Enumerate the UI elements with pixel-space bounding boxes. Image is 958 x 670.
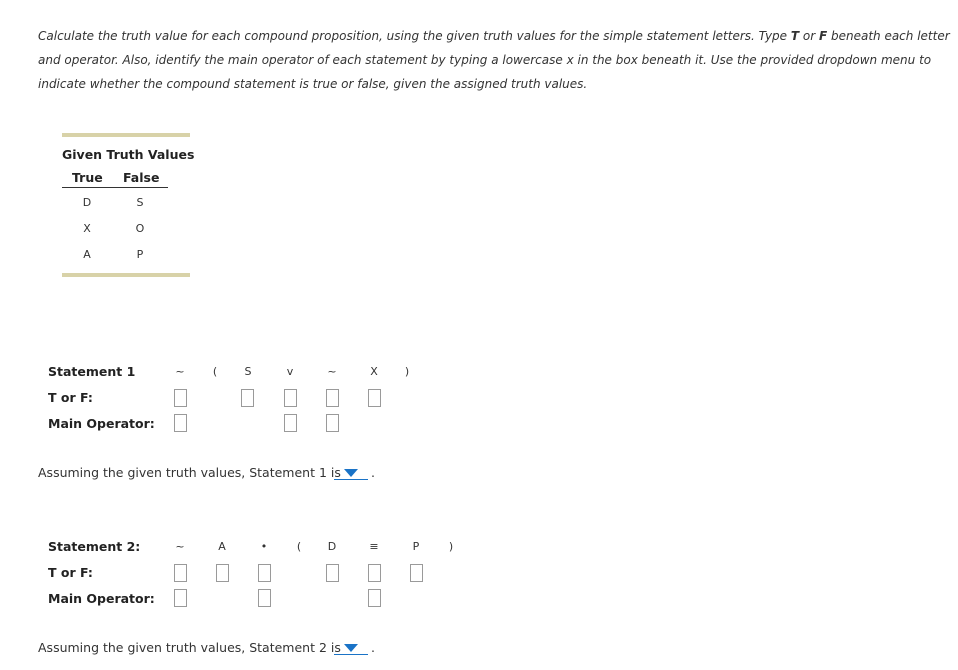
- statement1-tf-label: T or F:: [48, 390, 93, 405]
- chevron-down-icon: [344, 469, 358, 477]
- statement2-symbol-close-paren: ): [448, 540, 454, 553]
- instructions-text: [38, 24, 956, 96]
- instructions-or: or: [799, 29, 819, 43]
- statement1-symbol-x: X: [370, 365, 378, 378]
- statement1-main-operator-input[interactable]: [284, 414, 297, 432]
- statement2-main-operator-label: Main Operator:: [48, 591, 155, 606]
- statement2-symbol-dot: •: [260, 540, 268, 553]
- statement1-truth-dropdown[interactable]: [334, 465, 368, 480]
- statement1-symbol-close-paren: ): [404, 365, 410, 378]
- true-letter: X: [83, 222, 91, 235]
- statement2-main-operator-input[interactable]: [174, 589, 187, 607]
- statement2-tf-label: T or F:: [48, 565, 93, 580]
- statement1-period: .: [371, 465, 375, 480]
- statement1-tf-input[interactable]: [174, 389, 187, 407]
- statement2-symbol-a: A: [218, 540, 226, 553]
- statement2-symbol-p: P: [412, 540, 420, 553]
- statement2-main-operator-input[interactable]: [258, 589, 271, 607]
- instructions-t: T: [790, 29, 800, 43]
- statement1-symbol-s: S: [244, 365, 252, 378]
- instructions-part2: beneath each letter and operator. Also, identify the main operator of each statement by typing a lowercase x in the box beneath it. Use the provided dropdown menu to indicate whether the compound statement is true or false, given the assigned truth values.: [38, 29, 950, 91]
- statement1-symbol-open-paren: (: [212, 365, 218, 378]
- statement2-assume-text: Assuming the given truth values, Statement 2 is: [38, 640, 341, 655]
- statement2-period: .: [371, 640, 375, 655]
- instructions-f: F: [818, 29, 828, 43]
- chevron-down-icon: [344, 644, 358, 652]
- statement1-main-operator-input[interactable]: [174, 414, 187, 432]
- false-letter: S: [136, 196, 144, 209]
- false-letter: P: [136, 248, 144, 261]
- statement1-main-operator-label: Main Operator:: [48, 416, 155, 431]
- true-letter: D: [82, 196, 92, 209]
- statement1-assume-text: Assuming the given truth values, Statement 1 is: [38, 465, 341, 480]
- table-top-bar: [62, 133, 190, 137]
- true-letter: A: [83, 248, 91, 261]
- statement2-symbol-biconditional: ≡: [369, 540, 379, 553]
- statement1-symbol-wedge: v: [286, 365, 294, 378]
- statement2-tf-input[interactable]: [368, 564, 381, 582]
- false-letter: O: [135, 222, 145, 235]
- statement1-symbol-negation-2: ~: [327, 365, 337, 378]
- statement1-tf-input[interactable]: [241, 389, 254, 407]
- statement2-tf-input[interactable]: [174, 564, 187, 582]
- statement2-truth-dropdown[interactable]: [334, 640, 368, 655]
- truth-values-title: Given Truth Values: [62, 147, 195, 162]
- header-underline: [62, 187, 168, 188]
- statement2-label: Statement 2:: [48, 539, 141, 554]
- statement1-main-operator-input[interactable]: [326, 414, 339, 432]
- table-bottom-bar: [62, 273, 190, 277]
- statement2-main-operator-input[interactable]: [368, 589, 381, 607]
- truth-values-table: [62, 133, 195, 261]
- statement2-symbol-negation: ~: [175, 540, 185, 553]
- statement2-tf-input[interactable]: [326, 564, 339, 582]
- statement1-tf-input[interactable]: [368, 389, 381, 407]
- statement2-tf-input[interactable]: [410, 564, 423, 582]
- true-column-header: True: [72, 170, 103, 185]
- statement1-tf-input[interactable]: [326, 389, 339, 407]
- statement2-symbol-d: D: [327, 540, 337, 553]
- instructions-part1: Calculate the truth value for each compound proposition, using the given truth values for the simple statement letters. Type: [38, 29, 791, 43]
- statement1-tf-input[interactable]: [284, 389, 297, 407]
- statement2-tf-input[interactable]: [216, 564, 229, 582]
- statement2-tf-input[interactable]: [258, 564, 271, 582]
- false-column-header: False: [123, 170, 160, 185]
- statement1-symbol-negation: ~: [175, 365, 185, 378]
- statement1-label: Statement 1: [48, 364, 136, 379]
- statement2-symbol-open-paren: (: [296, 540, 302, 553]
